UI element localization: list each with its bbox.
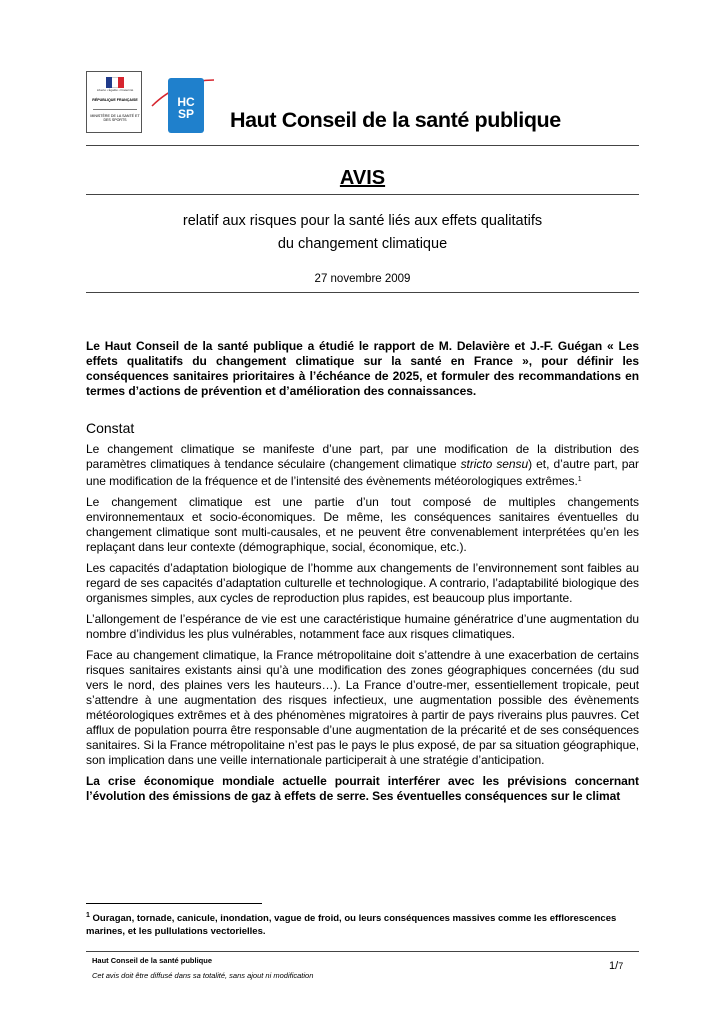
paragraph-3: Les capacités d’adaptation biologique de l’homme aux changements de l’environnement sont faibles au regard de ses capacités d’adaptation culturelle et technologique. A contrario, l’adaptabilité biologique des organismes simples, aux cycles de reproduction plus rapides, est beaucoup plus importante. [86, 561, 639, 605]
intro-paragraph: Le Haut Conseil de la santé publique a étudié le rapport de M. Delavière et J.-F. Guégan « Les effets qualitatifs du changement climatique sur la santé en France », pour définir les conséquences sanitaires prioritaires à l’échéance de 2025, et formuler des recommandations en termes d’actions de prévention et d’amélioration des connaissances. [86, 339, 639, 398]
document-date: 27 novembre 2009 [314, 273, 411, 285]
hcsp-logo-line2: SP [177, 107, 194, 121]
paragraph-1-italic: stricto sensu [460, 457, 529, 471]
paragraph-5: Face au changement climatique, la France métropolitaine doit s’attendre à une exacerbation de certains risques sanitaires existants ainsi qu’à une modification des zones géographiques concernées (du sud vers le nord, des plaines vers les hauteurs…). La France d’outre-mer, essentiellement tropicale, peut s’attendre à une augmentation des risques infectieux, une augmentation possible des évènements météorologiques extrêmes et à des phénomènes migratoires à partir de pays riverains plus pauvres. Cet afflux de population pourra être responsable d’une augmentation de la précarité et de ses conséquences sanitaires. Si la France métropolitaine n’est pas le pays le plus exposé, de par sa situation géographique, son implication dans une veille internationale participerait à une stratégie d’anticipation. [86, 648, 639, 767]
subtitle-line-2: du changement climatique [277, 236, 448, 252]
footer-divider [86, 951, 639, 952]
paragraph-2: Le changement climatique est une partie d’un tout composé de multiples changements environnementaux et socio-économiques. De même, les conséquences sanitaires éventuelles du changement climatique sont multi-causales, et ne peuvent être convenablement interprétées qu’en les replaçant dans leur contexte (démographique, social, économique, etc.). [86, 495, 639, 554]
footnote-text: Ouragan, tornade, canicule, inondation, vague de froid, ou leurs conséquences massives comme les efflorescences marines, et les pullulations vectorielles. [86, 913, 617, 937]
hcsp-logo-line1: HC [177, 95, 195, 109]
page-current: 1 [609, 960, 616, 972]
title-divider [86, 194, 639, 195]
page-total: 7 [618, 961, 624, 971]
document-body [86, 339, 639, 810]
page-number: 1/7 [609, 960, 624, 972]
hcsp-logo [168, 78, 204, 133]
ministry-republic: RÉPUBLIQUE FRANÇAISE [92, 98, 138, 102]
paragraph-4: L’allongement de l’espérance de vie est une caractéristique humaine génératrice d’une augmentation du nombre d’individus les plus vulnérables, notamment face aux risques climatiques. [86, 612, 639, 641]
ministry-name: MINISTÈRE DE LA SANTÉ ET DES SPORTS [90, 114, 140, 122]
french-flag-icon [106, 77, 124, 88]
org-title: Haut Conseil de la santé publique [230, 108, 561, 132]
section-heading: Constat [86, 420, 135, 436]
date-divider [86, 292, 639, 293]
document-title: AVIS [339, 167, 386, 189]
footnote [86, 909, 639, 938]
paragraph-1 [86, 442, 639, 489]
header-divider [86, 145, 639, 146]
paragraph-1-end: ) et, d’autre part, par une modification de la fréquence et de l’intensité des évènements météorologiques extrêmes. [86, 457, 639, 488]
paragraph-6: La crise économique mondiale actuelle pourrait interférer avec les prévisions concernant l’évolution des émissions de gaz à effets de serre. Ses éventuelles conséquences sur le climat [86, 774, 639, 803]
footnote-divider [86, 903, 262, 904]
ministry-logo-separator [93, 109, 137, 110]
footer-note: Cet avis doit être diffusé dans sa totalité, sans ajout ni modification [92, 971, 314, 980]
footnote-ref[interactable]: 1 [577, 476, 582, 483]
subtitle-line-1: relatif aux risques pour la santé liés aux effets qualitatifs [182, 213, 543, 229]
footnote-mark: 1 [86, 912, 90, 919]
paragraph-1-start: Le changement climatique se manifeste d’une part, par une modification de la distribution des paramètres climatiques à tendance séculaire (changement climatique [86, 442, 639, 471]
footer-org: Haut Conseil de la santé publique [92, 956, 213, 965]
document-subtitle [86, 210, 639, 256]
ministry-motto: Liberté • Égalité • Fraternité [96, 88, 134, 92]
ministry-logo [86, 71, 142, 133]
